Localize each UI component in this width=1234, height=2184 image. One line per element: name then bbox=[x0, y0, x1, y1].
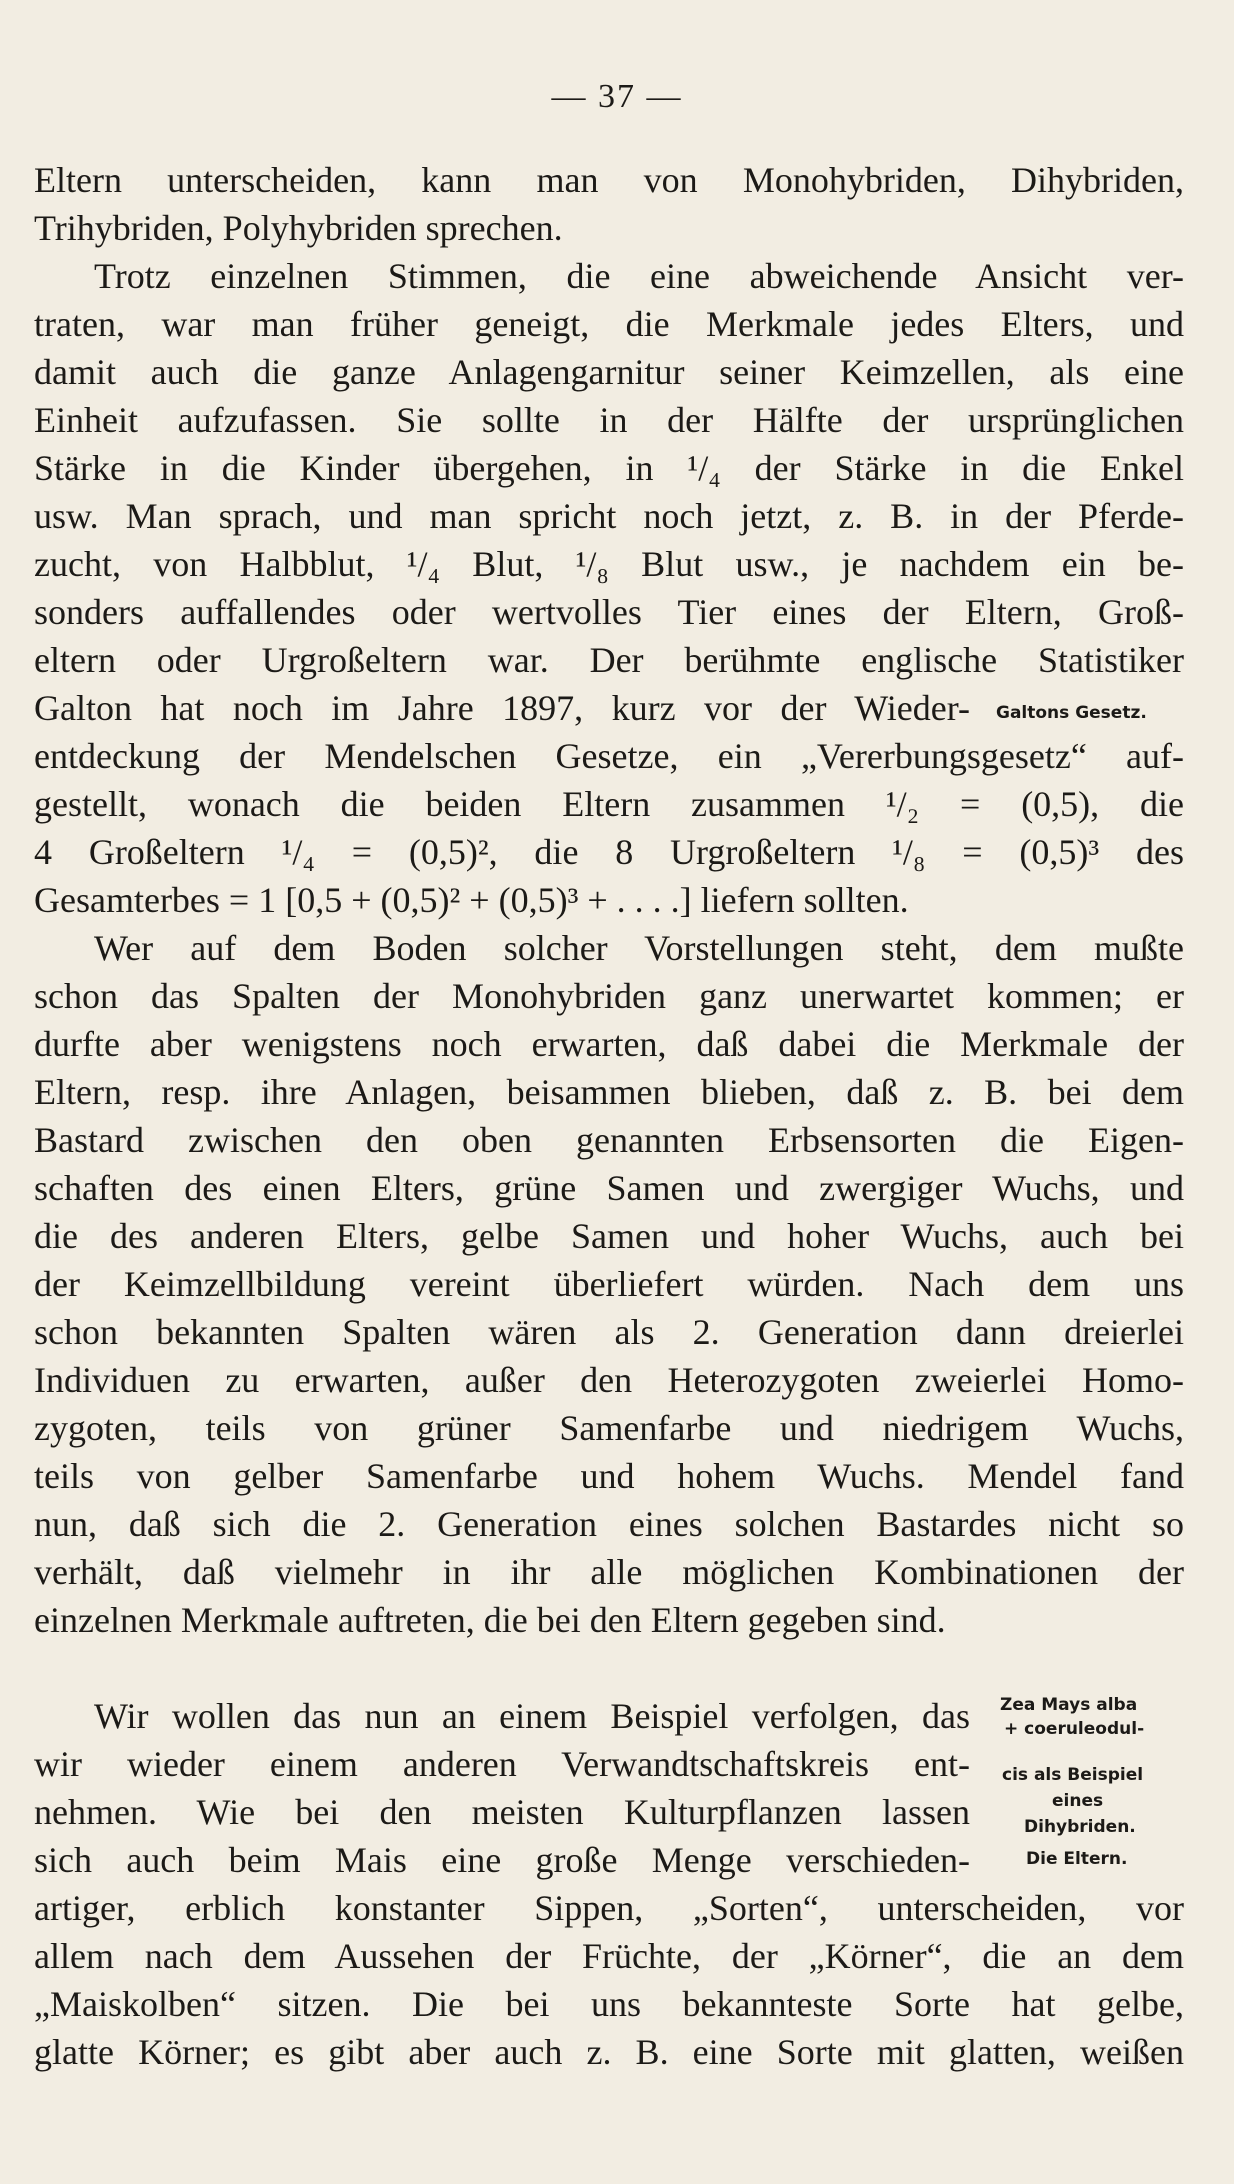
text-line: Galton hat noch im Jahre 1897, kurz vor der Wieder- bbox=[34, 688, 970, 728]
margin-note-zea-mays-line: cis als Beispiel bbox=[1002, 1765, 1144, 1785]
margin-note-zea-mays-line: eines bbox=[1052, 1791, 1104, 1811]
text-line: nehmen. Wie bei den meisten Kulturpflanzen lassen bbox=[34, 1792, 970, 1832]
margin-note-zea-mays-line: Die Eltern. bbox=[1026, 1849, 1128, 1869]
margin-note-galton: Galtons Gesetz. bbox=[996, 703, 1147, 723]
text-line: Eltern, resp. ihre Anlagen, beisammen blieben, daß z. B. bei dem bbox=[34, 1072, 1184, 1112]
text-line: Stärke in die Kinder übergehen, in ¹/₄ der Stärke in die Enkel bbox=[34, 448, 1184, 488]
text-line: artiger, erblich konstanter Sippen, „Sorten“, unterscheiden, vor bbox=[34, 1888, 1184, 1928]
margin-note-zea-mays-line: Dihybriden. bbox=[1024, 1817, 1136, 1837]
text-line: sich auch beim Mais eine große Menge verschieden- bbox=[34, 1840, 970, 1880]
text-line: Wer auf dem Boden solcher Vorstellungen steht, dem mußte bbox=[94, 928, 1184, 968]
text-line: gestellt, wonach die beiden Eltern zusammen ¹/₂ = (0,5), die bbox=[34, 784, 1184, 824]
text-line: usw. Man sprach, und man spricht noch jetzt, z. B. in der Pferde- bbox=[34, 496, 1184, 536]
page-number: — 37 — bbox=[551, 78, 683, 115]
text-line: glatte Körner; es gibt aber auch z. B. eine Sorte mit glatten, weißen bbox=[34, 2032, 1184, 2072]
margin-note-zea-mays-line: Zea Mays alba bbox=[1000, 1695, 1138, 1715]
text-line: damit auch die ganze Anlagengarnitur seiner Keimzellen, als eine bbox=[34, 352, 1184, 392]
text-line: Individuen zu erwarten, außer den Heterozygoten zweierlei Homo- bbox=[34, 1360, 1184, 1400]
text-line: schaften des einen Elters, grüne Samen und zwergiger Wuchs, und bbox=[34, 1168, 1184, 1208]
text-line: zucht, von Halbblut, ¹/₄ Blut, ¹/₈ Blut usw., je nachdem ein be- bbox=[34, 544, 1184, 584]
text-line: schon das Spalten der Monohybriden ganz unerwartet kommen; er bbox=[34, 976, 1184, 1016]
text-line: Eltern unterscheiden, kann man von Monohybriden, Dihybriden, bbox=[34, 160, 1184, 200]
text-line: wir wieder einem anderen Verwandtschaftskreis ent- bbox=[34, 1744, 970, 1784]
text-line: traten, war man früher geneigt, die Merkmale jedes Elters, und bbox=[34, 304, 1184, 344]
text-line: teils von gelber Samenfarbe und hohem Wuchs. Mendel fand bbox=[34, 1456, 1184, 1496]
text-line: die des anderen Elters, gelbe Samen und hoher Wuchs, auch bei bbox=[34, 1216, 1184, 1256]
text-line: verhält, daß vielmehr in ihr alle möglichen Kombinationen der bbox=[34, 1552, 1184, 1592]
text-line: Einheit aufzufassen. Sie sollte in der Hälfte der ursprünglichen bbox=[34, 400, 1184, 440]
text-line: Bastard zwischen den oben genannten Erbsensorten die Eigen- bbox=[34, 1120, 1184, 1160]
text-line: entdeckung der Mendelschen Gesetze, ein „Vererbungsgesetz“ auf- bbox=[34, 736, 1184, 776]
text-line: Trotz einzelnen Stimmen, die eine abweichende Ansicht ver- bbox=[94, 256, 1184, 296]
text-line: zygoten, teils von grüner Samenfarbe und niedrigem Wuchs, bbox=[34, 1408, 1184, 1448]
text-line: Gesamterbes = 1 [0,5 + (0,5)² + (0,5)³ + . . . .] liefern sollten. bbox=[34, 880, 909, 920]
text-line: sonders auffallendes oder wertvolles Tier eines der Eltern, Groß- bbox=[34, 592, 1184, 632]
text-line: „Maiskolben“ sitzen. Die bei uns bekannteste Sorte hat gelbe, bbox=[34, 1984, 1184, 2024]
text-line: der Keimzellbildung vereint überliefert würden. Nach dem uns bbox=[34, 1264, 1184, 1304]
text-line: schon bekannten Spalten wären als 2. Generation dann dreierlei bbox=[34, 1312, 1184, 1352]
text-line: nun, daß sich die 2. Generation eines solchen Bastardes nicht so bbox=[34, 1504, 1184, 1544]
margin-note-zea-mays-line: + coeruleodul- bbox=[1004, 1719, 1145, 1739]
text-line: allem nach dem Aussehen der Früchte, der „Körner“, die an dem bbox=[34, 1936, 1184, 1976]
text-line: Trihybriden, Polyhybriden sprechen. bbox=[34, 208, 563, 248]
text-line: eltern oder Urgroßeltern war. Der berühmte englische Statistiker bbox=[34, 640, 1184, 680]
text-line: 4 Großeltern ¹/₄ = (0,5)², die 8 Urgroßeltern ¹/₈ = (0,5)³ des bbox=[34, 832, 1184, 872]
text-line: einzelnen Merkmale auftreten, die bei den Eltern gegeben sind. bbox=[34, 1600, 946, 1640]
text-line: durfte aber wenigstens noch erwarten, daß dabei die Merkmale der bbox=[34, 1024, 1184, 1064]
text-line: Wir wollen das nun an einem Beispiel verfolgen, das bbox=[94, 1696, 970, 1736]
